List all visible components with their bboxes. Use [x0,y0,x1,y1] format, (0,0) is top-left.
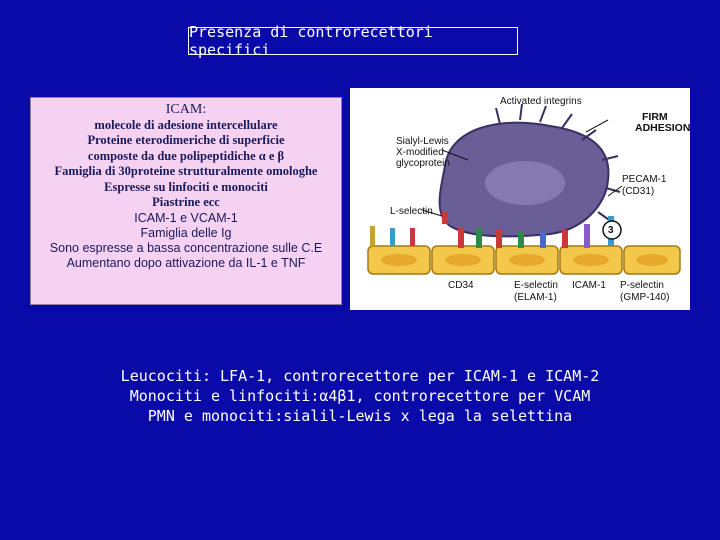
note-line: Leucociti: LFA-1, controrecettore per ICAM-1 e ICAM-2 [120,367,600,385]
pecam-label: (CD31) [622,186,655,197]
step-number: 3 [608,225,614,236]
info-line: ICAM-1 e VCAM-1 [134,210,238,225]
icam-info-box [30,97,342,305]
cd34-label: CD34 [448,280,474,291]
icam1-label: ICAM-1 [572,280,606,291]
info-line: Proteine eterodimeriche di superficie [87,133,285,147]
receptor-notes [0,366,720,426]
p-selectin-label: (GMP-140) [620,292,670,303]
adhesion-diagram [350,88,690,310]
e-selectin-label: (ELAM-1) [514,292,557,303]
sialyl-lewis-label: X-modified [396,147,444,158]
info-heading: ICAM: [165,102,207,117]
info-line: molecole di adesione intercellulare [94,117,278,132]
activated-integrins-label: Activated integrins [500,96,582,107]
slide-title: Presenza di controrecettori specifici [188,27,518,55]
info-line: Espresse su linfociti e monociti [104,179,268,194]
info-line: Famiglia di 30proteine strutturalmente omologhe [54,164,318,178]
info-line: Aumentano dopo attivazione da IL-1 e TNF [66,255,306,270]
p-selectin-label: P-selectin [620,280,664,291]
info-line: Famiglia delle Ig [140,225,232,240]
info-line: Sono espresse a bassa concentrazione sulle C.E [49,240,323,255]
pecam-label: PECAM-1 [622,174,667,185]
l-selectin-label: L-selectin [390,206,433,217]
info-line: Piastrine ecc [152,195,220,209]
e-selectin-label: E-selectin [514,280,558,291]
firm-label: FIRM [642,111,668,123]
sialyl-lewis-label: glycoprotein [396,158,450,169]
adhesion-label: ADHESION [635,122,691,134]
endothelial-cells [368,246,680,274]
info-line: composte da due polipeptidiche α e β [87,148,285,163]
sialyl-lewis-label: Sialyl-Lewis [396,136,449,147]
note-line: Monociti e linfociti:α4β1, controrecettore per VCAM [129,387,591,405]
note-line: PMN e monociti:sialil-Lewis x lega la selettina [147,407,573,425]
